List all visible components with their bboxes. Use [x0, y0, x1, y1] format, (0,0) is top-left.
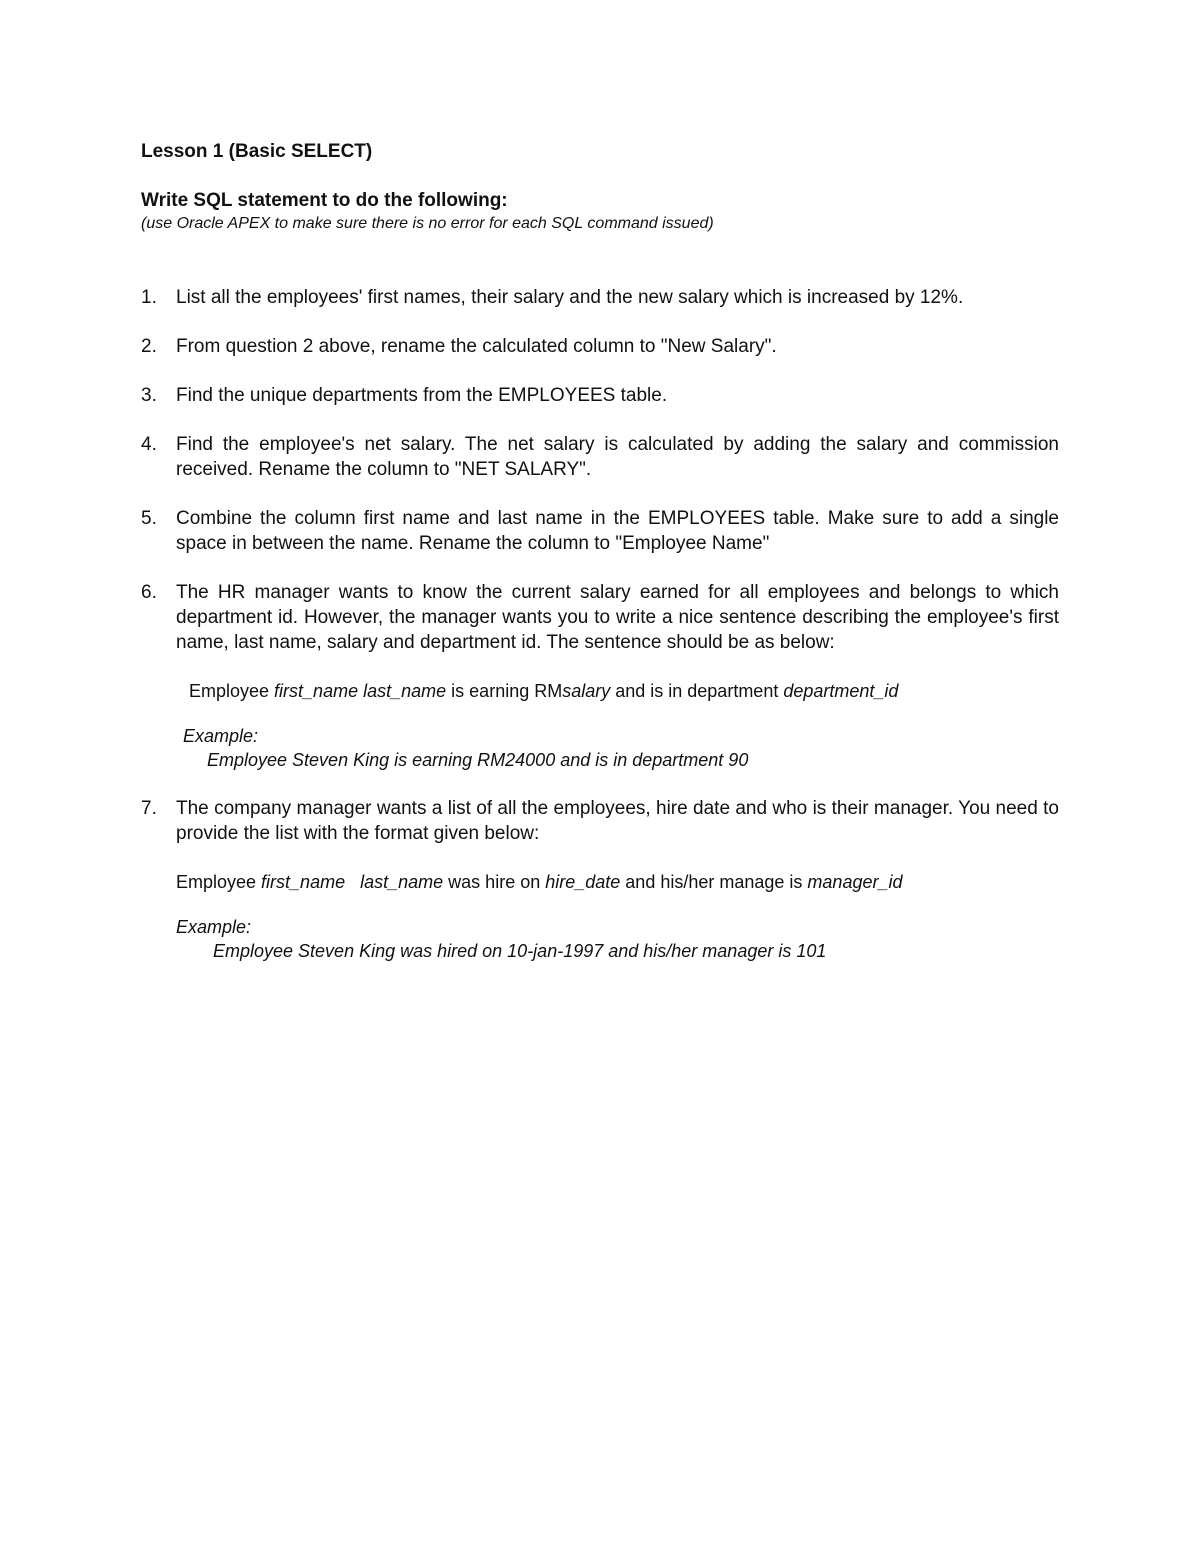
question-number: 6. [141, 582, 157, 603]
question-number: 2. [141, 336, 157, 357]
lesson-title: Lesson 1 (Basic SELECT) [141, 141, 373, 162]
question-6 [141, 580, 1059, 772]
instruction-heading: Write SQL statement to do the following: [141, 190, 508, 211]
question-text: Combine the column first name and last name in the EMPLOYEES table. Make sure to add a single space in between the name. Rename the column to "Employee Name" [176, 508, 1059, 554]
example-label: Example: [183, 726, 259, 746]
template-variable: last_name [363, 681, 447, 701]
instruction-note: (use Oracle APEX to make sure there is no error for each SQL command issued) [141, 215, 714, 232]
example-text: Employee Steven King was hired on 10-jan-1997 and his/her manager is 101 [213, 941, 827, 961]
question-text: From question 2 above, rename the calculated column to "New Salary". [176, 336, 777, 357]
question-number: 1. [141, 287, 157, 308]
question-text: Find the unique departments from the EMPLOYEES table. [176, 385, 668, 406]
question-text: Find the employee's net salary. The net salary is calculated by adding the salary and commission received. Rename the column to "NET SALARY". [176, 434, 1059, 480]
question-number: 4. [141, 434, 157, 455]
example-text: Employee Steven King is earning RM24000 and is in department 90 [207, 750, 749, 770]
question-number: 5. [141, 508, 157, 529]
template-variable: hire_date [545, 872, 621, 892]
question-2 [141, 334, 1059, 359]
question-list [141, 285, 1059, 987]
question-5 [141, 506, 1059, 556]
example-label: Example: [176, 917, 252, 937]
sentence-template: Employee first_name last_name is earning RMsalary and is in department department_id [189, 681, 899, 701]
template-variable: first_name [261, 872, 346, 892]
question-4 [141, 432, 1059, 482]
question-1 [141, 285, 1059, 310]
question-text: The HR manager wants to know the current salary earned for all employees and belongs to which department id. However, the manager wants you to write a nice sentence describing the employee's first name, last name, salary and department id. The sentence should be as below: [176, 582, 1059, 653]
template-variable: last_name [360, 872, 444, 892]
sentence-template: Employee first_name last_name was hire on hire_date and his/her manage is manager_id [176, 872, 903, 892]
question-number: 7. [141, 798, 157, 819]
question-7 [141, 796, 1059, 963]
template-variable: salary [562, 681, 611, 701]
question-number: 3. [141, 385, 157, 406]
template-variable: first_name [274, 681, 359, 701]
template-variable: manager_id [807, 872, 903, 892]
question-text: List all the employees' first names, their salary and the new salary which is increased by 12%. [176, 287, 964, 308]
question-3 [141, 383, 1059, 408]
template-variable: department_id [783, 681, 899, 701]
question-text: The company manager wants a list of all the employees, hire date and who is their manager. You need to provide the list with the format given below: [176, 798, 1059, 844]
